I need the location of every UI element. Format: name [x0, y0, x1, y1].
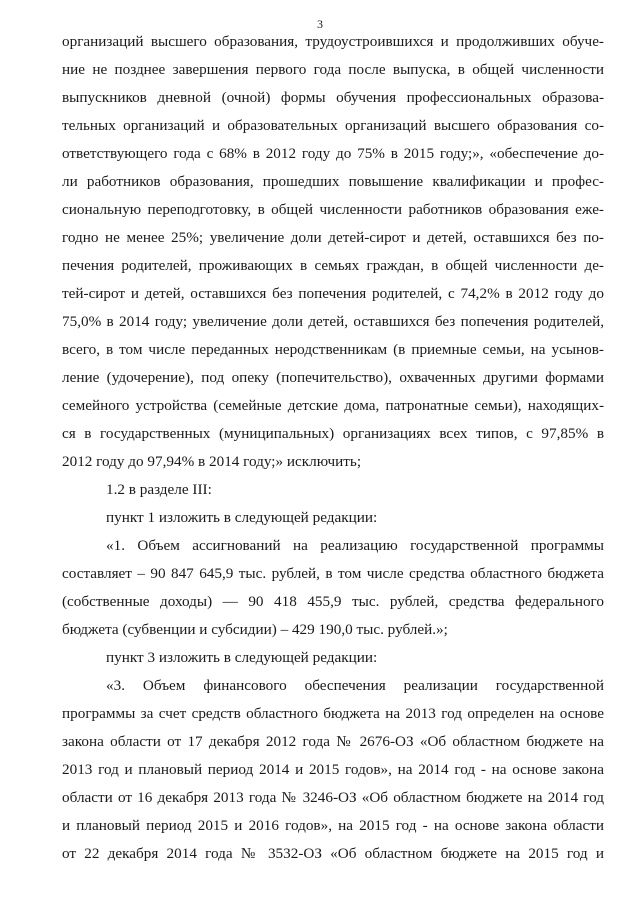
text-line-1: организаций высшего образования, трудоустроившихся и продолживших обуче-	[62, 33, 604, 50]
text-line-10: тей-сирот и детей, оставшихся без попечения родителей, с 74,2% в 2012 году до	[62, 285, 604, 302]
text-line-4: тельных организаций и образовательных организаций высшего образования со-	[62, 117, 604, 134]
text-line-8: годно не менее 25%; увеличение доли детей-сирот и детей, оставшихся без по-	[62, 229, 604, 246]
text-line-2: ние не позднее завершения первого года после выпуска, в общей численности	[62, 61, 604, 78]
text-line-14: семейного устройства (семейные детские дома, патронатные семьи), находящих-	[62, 397, 604, 414]
page-number: 3	[317, 17, 323, 31]
text-line-23: пункт 3 изложить в следующей редакции:	[106, 649, 378, 666]
text-line-5: ответствующего года с 68% в 2012 году до 75% в 2015 году;», «обеспечение до-	[62, 145, 604, 162]
text-line-9: печения родителей, проживающих в семьях граждан, в общей численности де-	[62, 257, 604, 274]
text-line-28: области от 16 декабря 2013 года № 3246-ОЗ «Об областном бюджете на 2014 год	[62, 789, 604, 806]
text-line-13: ление (удочерение), под опеку (попечительство), охваченных другими формами	[62, 369, 604, 386]
text-line-19: «1. Объем ассигнований на реализацию государственной программы	[106, 537, 604, 554]
text-line-22: бюджета (субвенции и субсидии) – 429 190,0 тыс. рублей.»;	[62, 621, 448, 638]
text-line-26: закона области от 17 декабря 2012 года № 2676-ОЗ «Об областном бюджете на	[62, 733, 604, 750]
text-line-21: (собственные доходы) — 90 418 455,9 тыс. рублей, средства федерального	[62, 593, 604, 610]
text-line-3: выпускников дневной (очной) формы обучения профессиональных образова-	[62, 89, 604, 106]
text-line-29: и плановый период 2015 и 2016 годов», на 2015 год - на основе закона области	[62, 817, 604, 834]
text-line-27: 2013 год и плановый период 2014 и 2015 годов», на 2014 год - на основе закона	[62, 761, 604, 778]
text-line-15: ся в государственных (муниципальных) организациях всех типов, с 97,85% в	[62, 425, 604, 442]
text-line-18: пункт 1 изложить в следующей редакции:	[106, 509, 378, 526]
text-line-11: 75,0% в 2014 году; увеличение доли детей, оставшихся без попечения родителей,	[62, 313, 604, 330]
text-line-25: программы за счет средств областного бюджета на 2013 год определен на основе	[62, 705, 604, 722]
text-line-20: составляет – 90 847 645,9 тыс. рублей, в том числе средства областного бюджета	[62, 565, 604, 582]
text-line-16: 2012 году до 97,94% в 2014 году;» исключить;	[62, 453, 362, 470]
text-line-12: всего, в том числе переданных неродственникам (в приемные семьи, на усынов-	[62, 341, 604, 358]
text-line-30: от 22 декабря 2014 года № 3532-ОЗ «Об областном бюджете на 2015 год и	[62, 845, 604, 862]
section-heading: 1.2 в разделе III:	[106, 481, 212, 498]
text-line-7: сиональную переподготовку, в общей численности работников образования еже-	[62, 201, 604, 218]
text-line-24: «3. Объем финансового обеспечения реализации государственной	[106, 677, 604, 694]
text-line-6: ли работников образования, прошедших повышение квалификации и профес-	[62, 173, 604, 190]
